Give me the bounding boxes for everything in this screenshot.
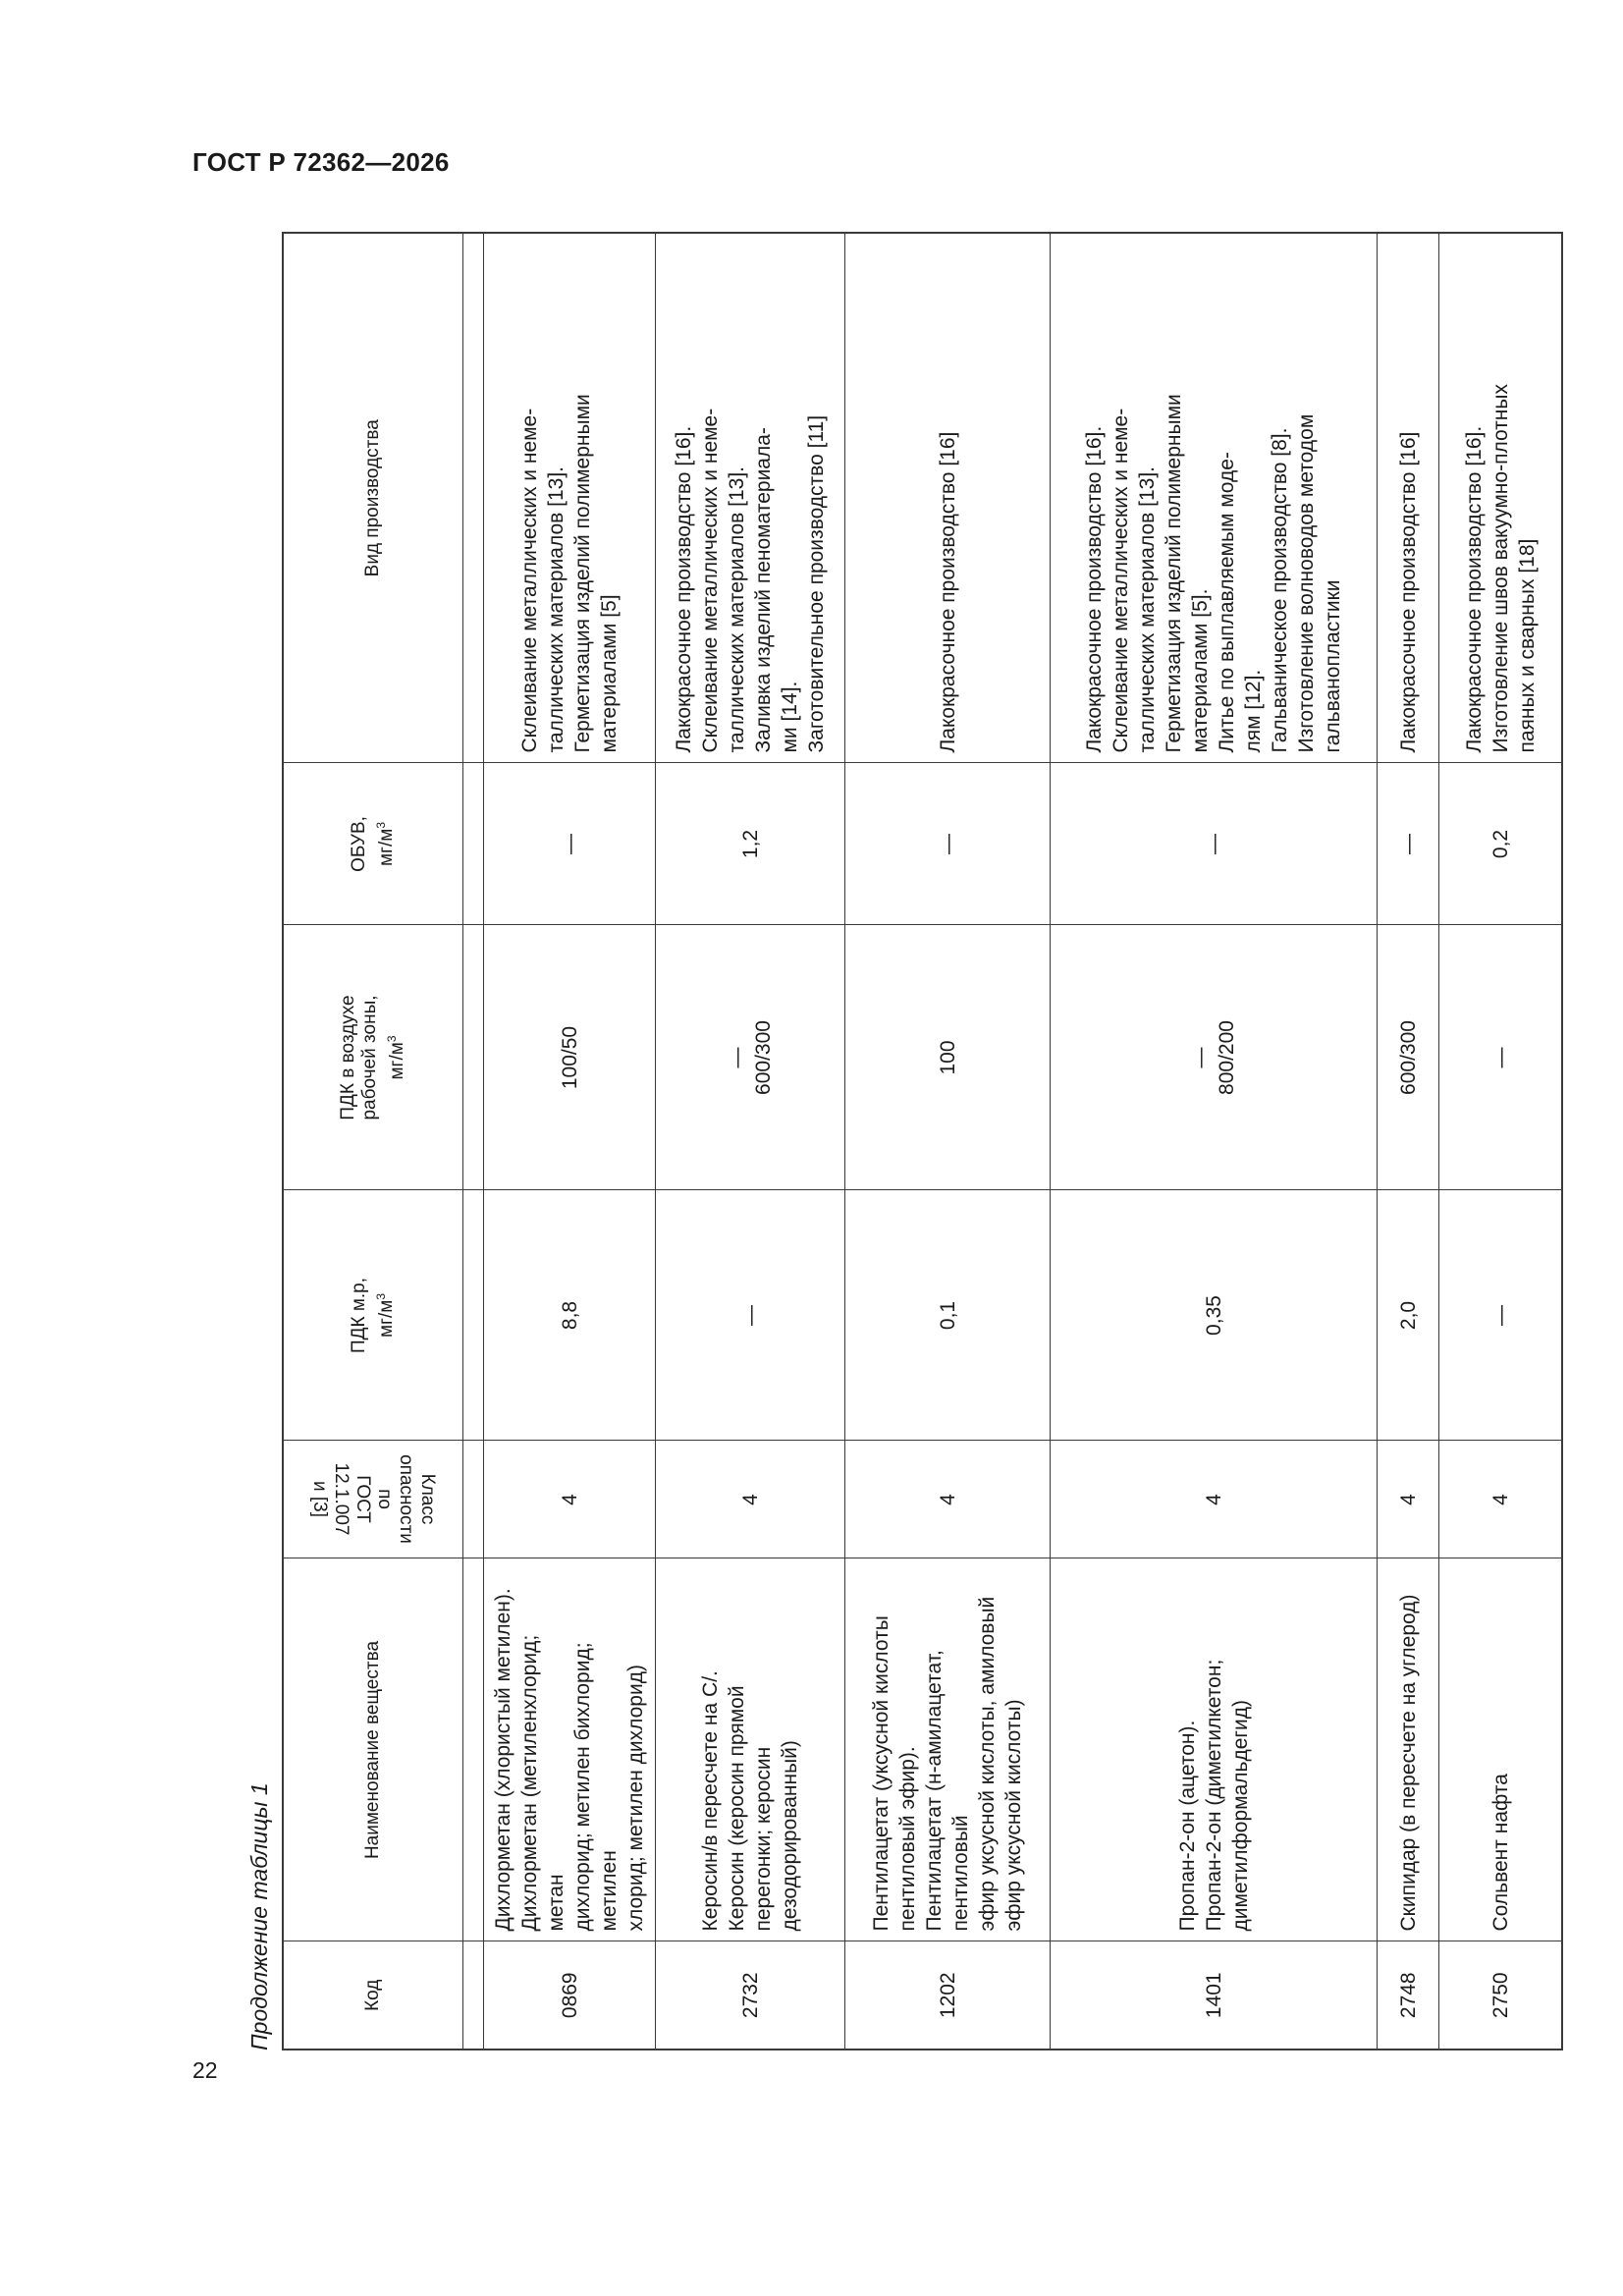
cell-obuv: 1,2 — [656, 763, 845, 925]
cell-substance-name: Керосин/в пересчете на С/. Керосин (керосин прямой перегонки; керосин дезодорированный) — [656, 1558, 845, 1941]
cell-obuv: 0,2 — [1439, 763, 1563, 925]
cell-code: 2732 — [656, 1941, 845, 2050]
cell-production: Лакокрасочное производство [16] — [1378, 233, 1439, 763]
cell-code: 2748 — [1378, 1941, 1439, 2050]
cell-production: Лакокрасочное производство [16]. Изготовление швов вакуумно-плотных паяных и сварных [18] — [1439, 233, 1563, 763]
cell-obuv: — — [845, 763, 1051, 925]
table-row — [1378, 233, 1439, 2050]
cell-hazard-class: 4 — [1051, 1441, 1378, 1558]
table-row — [1439, 233, 1563, 2050]
cell-hazard-class: 4 — [845, 1441, 1051, 1558]
cell-substance-name: Сольвент нафта — [1439, 1558, 1563, 1941]
header-name: Наименование вещества — [283, 1558, 463, 1941]
table-caption: Продолжение таблицы 1 — [246, 1782, 272, 2050]
cell-pdk-mr: 0,1 — [845, 1190, 1051, 1441]
cell-pdk-mr: 2,0 — [1378, 1190, 1439, 1441]
cell-hazard-class: 4 — [656, 1441, 845, 1558]
cell-code: 0869 — [484, 1941, 656, 2050]
header-row — [283, 233, 463, 2050]
header-production: Вид производства — [283, 233, 463, 763]
header-pdk-mr: ПДК м.р, $мг/м^3$ — [283, 1190, 463, 1441]
cell-obuv: — — [1051, 763, 1378, 925]
cell-code: 1401 — [1051, 1941, 1378, 2050]
table-row — [656, 233, 845, 2050]
cell-production: Лакокрасочное производство [16]. Склеивание металлических и неме- таллических материалов [13]. Герметизация изделий полимерными материалами [5]. Литье по выплавляемым моде- лям [12]. Гальваническое производство [8]. Изготовление волноводов методом гальванопластики — [1051, 233, 1378, 763]
table-row — [1051, 233, 1378, 2050]
cell-pdk-mr: 0,35 — [1051, 1190, 1378, 1441]
cell-pdk-mr: 8,8 — [484, 1190, 656, 1441]
table-row — [484, 233, 656, 2050]
cell-production: Склеивание металлических и неме- таллических материалов [13]. Герметизация изделий полимерными материалами [5] — [484, 233, 656, 763]
cell-substance-name: Дихлорметан (хлористый метилен). Дихлорметан (метиленхлорид; метан дихлорид; метилен бихлорид; метилен хлорид; метилен дихлорид) — [484, 1558, 656, 1941]
cell-pdk-mr: — — [656, 1190, 845, 1441]
cell-pdk-air: 600/300 — [1378, 925, 1439, 1190]
cell-pdk-air: 100/50 — [484, 925, 656, 1190]
header-pdk-air: ПДК в воздухе рабочей зоны, $мг/м^3$ — [283, 925, 463, 1190]
cell-production: Лакокрасочное производство [16] — [845, 233, 1051, 763]
cell-pdk-mr: — — [1439, 1190, 1563, 1441]
page-number: 22 — [192, 2057, 218, 2083]
substances-table — [282, 232, 1563, 2050]
rotated-table-region — [231, 234, 1539, 2050]
cell-obuv: — — [484, 763, 656, 925]
header-obuv: ОБУВ, $мг/м^3$ — [283, 763, 463, 925]
cell-code: 1202 — [845, 1941, 1051, 2050]
cell-pdk-air: — 600/300 — [656, 925, 845, 1190]
document-title: ГОСТ Р 72362—2026 — [192, 147, 450, 177]
cell-hazard-class: 4 — [1378, 1441, 1439, 1558]
cell-code: 2750 — [1439, 1941, 1563, 2050]
cell-substance-name: Пропан-2-он (ацетон). Пропан-2-он (диметилкетон; диметилформальдегид) — [1051, 1558, 1378, 1941]
cell-pdk-air: — 800/200 — [1051, 925, 1378, 1190]
cell-hazard-class: 4 — [1439, 1441, 1563, 1558]
header-hazard-class: Класс опасности по ГОСТ 12.1.007 и [3] — [283, 1441, 463, 1558]
cell-obuv: — — [1378, 763, 1439, 925]
table-row — [845, 233, 1051, 2050]
cell-hazard-class: 4 — [484, 1441, 656, 1558]
cell-substance-name: Скипидар (в пересчете на углерод) — [1378, 1558, 1439, 1941]
cell-substance-name: Пентилацетат (уксусной кислоты пентиловый эфир). Пентилацетат (н-амилацетат, пентиловый эфир уксусной кислоты, амиловый эфир уксусной кислоты) — [845, 1558, 1051, 1941]
cell-pdk-air: 100 — [845, 925, 1051, 1190]
header-code: Код — [283, 1941, 463, 2050]
cell-production: Лакокрасочное производство [16]. Склеивание металлических и неме- таллических материалов [13]. Заливка изделий пеноматериала- ми [14]. Заготовительное производство [11] — [656, 233, 845, 763]
cell-pdk-air: — — [1439, 925, 1563, 1190]
